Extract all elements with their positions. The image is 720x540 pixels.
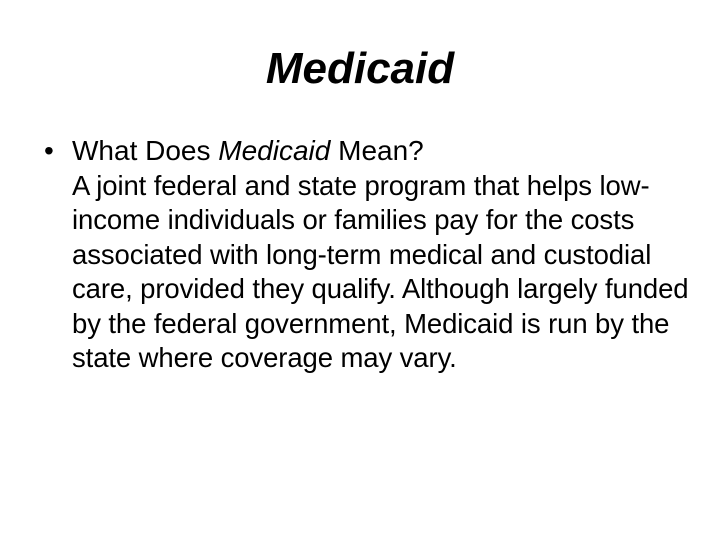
bullet-icon: • [44,135,54,166]
question-suffix: Mean? [330,135,424,166]
bullet-question [72,134,694,169]
bullet-item [44,134,694,376]
bullet-answer: A joint federal and state program that helps low-income individuals or families pay for the costs associated with long-term medical and custodial care, provided they qualify. Although largely funded by the federal government, Medicaid is run by the state where coverage may vary. [72,169,689,373]
question-emphasis: Medicaid [218,135,331,166]
bullet-list [44,134,694,376]
slide-title: Medicaid [265,44,455,93]
question-prefix: What Does [72,135,219,166]
